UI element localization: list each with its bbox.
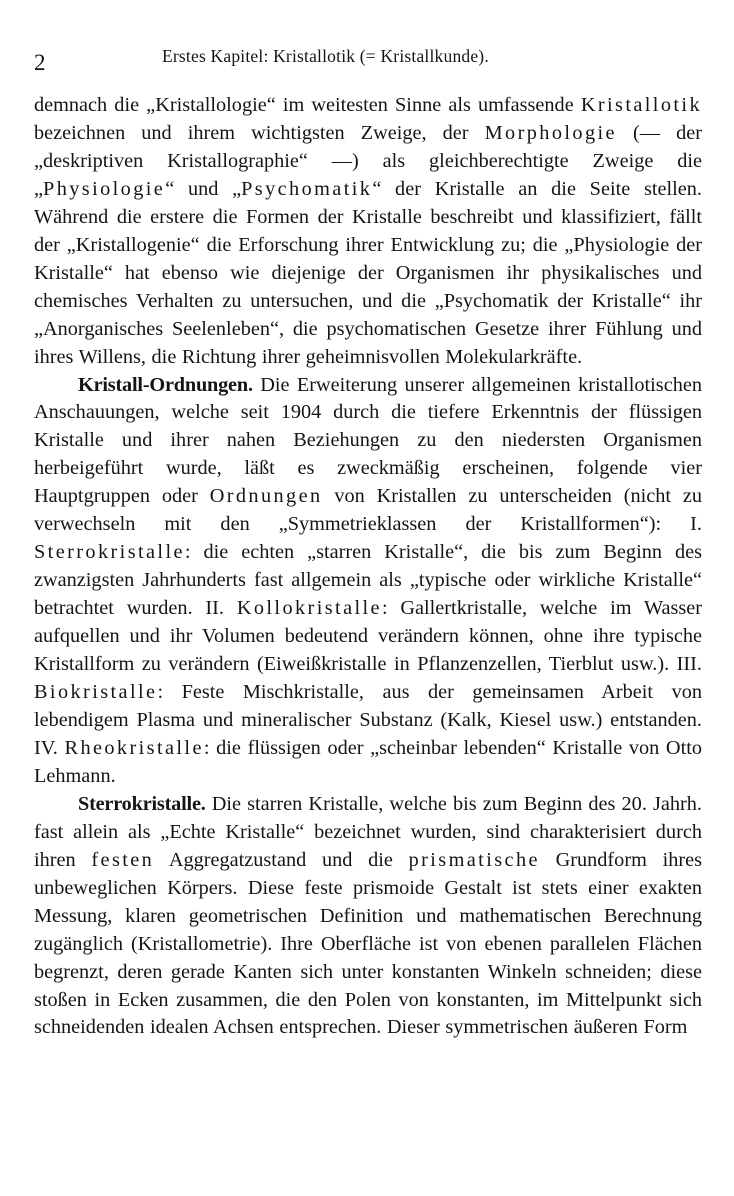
- spaced-term-morphologie: Morphologie: [484, 121, 617, 144]
- paragraph-kristall-ordnungen: [34, 372, 702, 791]
- spaced-term-sterrokristalle: Sterrokristalle: [34, 541, 185, 564]
- text-run: : die flüssigen oder „scheinbar lebenden“ Kristalle von Otto Lehmann.: [34, 736, 702, 787]
- spaced-term-biokristalle: Biokristalle: [34, 681, 158, 704]
- page-header: [34, 42, 704, 75]
- text-run: “ der Kristalle an die Seite stellen. Während die erstere die Formen der Kristalle beschreibt und klassifiziert, fällt der „Kristallogenie“ die Erforschung ihrer Entwicklung zu; die „Physiologie der Kristalle“ hat ebenso wie diejenige der Organismen ihr physikalisches und chemisches Verhalten zu untersuchen, und die „Psychomatik der Kristalle“ ihr „Anorganisches Seelenleben“, die psychomatischen Gesetze ihrer Fühlung und ihres Willens, die Richtung ihrer geheimnisvollen Molekularkräfte.: [34, 177, 702, 368]
- spaced-term-kristallotik: Kristallotik: [580, 94, 702, 116]
- section-heading-kristall-ordnungen: Kristall-Ordnungen.: [78, 373, 253, 396]
- text-run: Die starren Kristalle, welche bis zum Beginn des 20. Jahrh. fast allein als „Echte Kristalle“ bezeichnet wurden, sind charakterisiert durch ihren: [34, 792, 702, 871]
- page-body: [34, 92, 702, 1042]
- spaced-term-physiologie: Physiologie: [43, 177, 166, 200]
- text-run: “ und „: [165, 177, 242, 200]
- text-run: Grundform ihres unbeweglichen Körpers. Diese feste prismoide Gestalt ist stets einer exakten Messung, klaren geometrischen Definition und mathematischen Berechnung zugänglich (Kristallometrie). Ihre Oberfläche ist von ebenen parallelen Flächen begrenzt, deren gerade Kanten sich unter konstanten Winkeln schneiden; diese stoßen in Ecken zusammen, die den Polen von konstanten, im Mittelpunkt sich schneidenden idealen Achsen entsprechen. Dieser symmetrischen äußeren Form: [34, 848, 702, 1039]
- spaced-term-ordnungen: Ordnungen: [209, 485, 323, 508]
- spaced-term-festen: festen: [91, 848, 155, 871]
- paragraph-sterrokristalle: [34, 791, 702, 1043]
- page-number: 2: [34, 50, 46, 75]
- text-run: bezeichnen und ihrem wichtigsten Zweige, der: [34, 121, 485, 144]
- spaced-term-rheokristalle: Rheokristalle: [64, 736, 204, 759]
- spaced-term-kollokristalle: Kollokristalle: [236, 597, 382, 620]
- running-title: Erstes Kapitel: Kristallotik (= Kristallkunde).: [162, 46, 489, 66]
- text-run: Aggregatzustand und die: [154, 848, 409, 871]
- paragraph-kristallotik: [34, 92, 702, 372]
- text-run: Die Erweiterung unserer allgemeinen kristallotischen Anschauungen, welche seit 1904 durch die tiefere Erkenntnis der flüssigen Kristalle und ihrer nahen Beziehungen zu den niedersten Organismen herbeigeführt wurde, läßt es zweckmäßig erscheinen, folgende vier Hauptgruppen oder: [34, 373, 702, 508]
- section-heading-sterrokristalle: Sterrokristalle.: [78, 792, 206, 815]
- text-run: (— der „deskriptiven Kristallographie“ —) als gleichberechtigte Zweige die „: [34, 121, 703, 200]
- text-run: : Feste Mischkristalle, aus der gemeinsamen Arbeit von lebendigem Plasma und mineralischer Substanz (Kalk, Kiesel usw.) entstanden. IV.: [34, 681, 702, 759]
- spaced-term-psychomatik: Psychomatik: [241, 177, 373, 200]
- text-run: : die echten „starren Kristalle“, die bis zum Beginn des zwanzigsten Jahrhunderts fast allgemein als „typische oder wirkliche Kristalle“ betrachtet wurden. II.: [34, 541, 702, 620]
- spaced-term-prismatische: prismatische: [408, 848, 540, 871]
- text-run: von Kristallen zu unterscheiden (nicht zu verwechseln mit den „Symmetrieklassen der Kristallformen“): I.: [34, 485, 703, 536]
- text-run: : Gallertkristalle, welche im Wasser aufquellen und ihr Volumen bedeutend verändern können, ohne ihre typische Kristallform zu verändern (Eiweißkristalle in Pflanzenzellen, Tierblut usw.). III.: [34, 597, 703, 676]
- text-run: demnach die „Kristallologie“ im weitesten Sinne als umfassende: [34, 94, 581, 116]
